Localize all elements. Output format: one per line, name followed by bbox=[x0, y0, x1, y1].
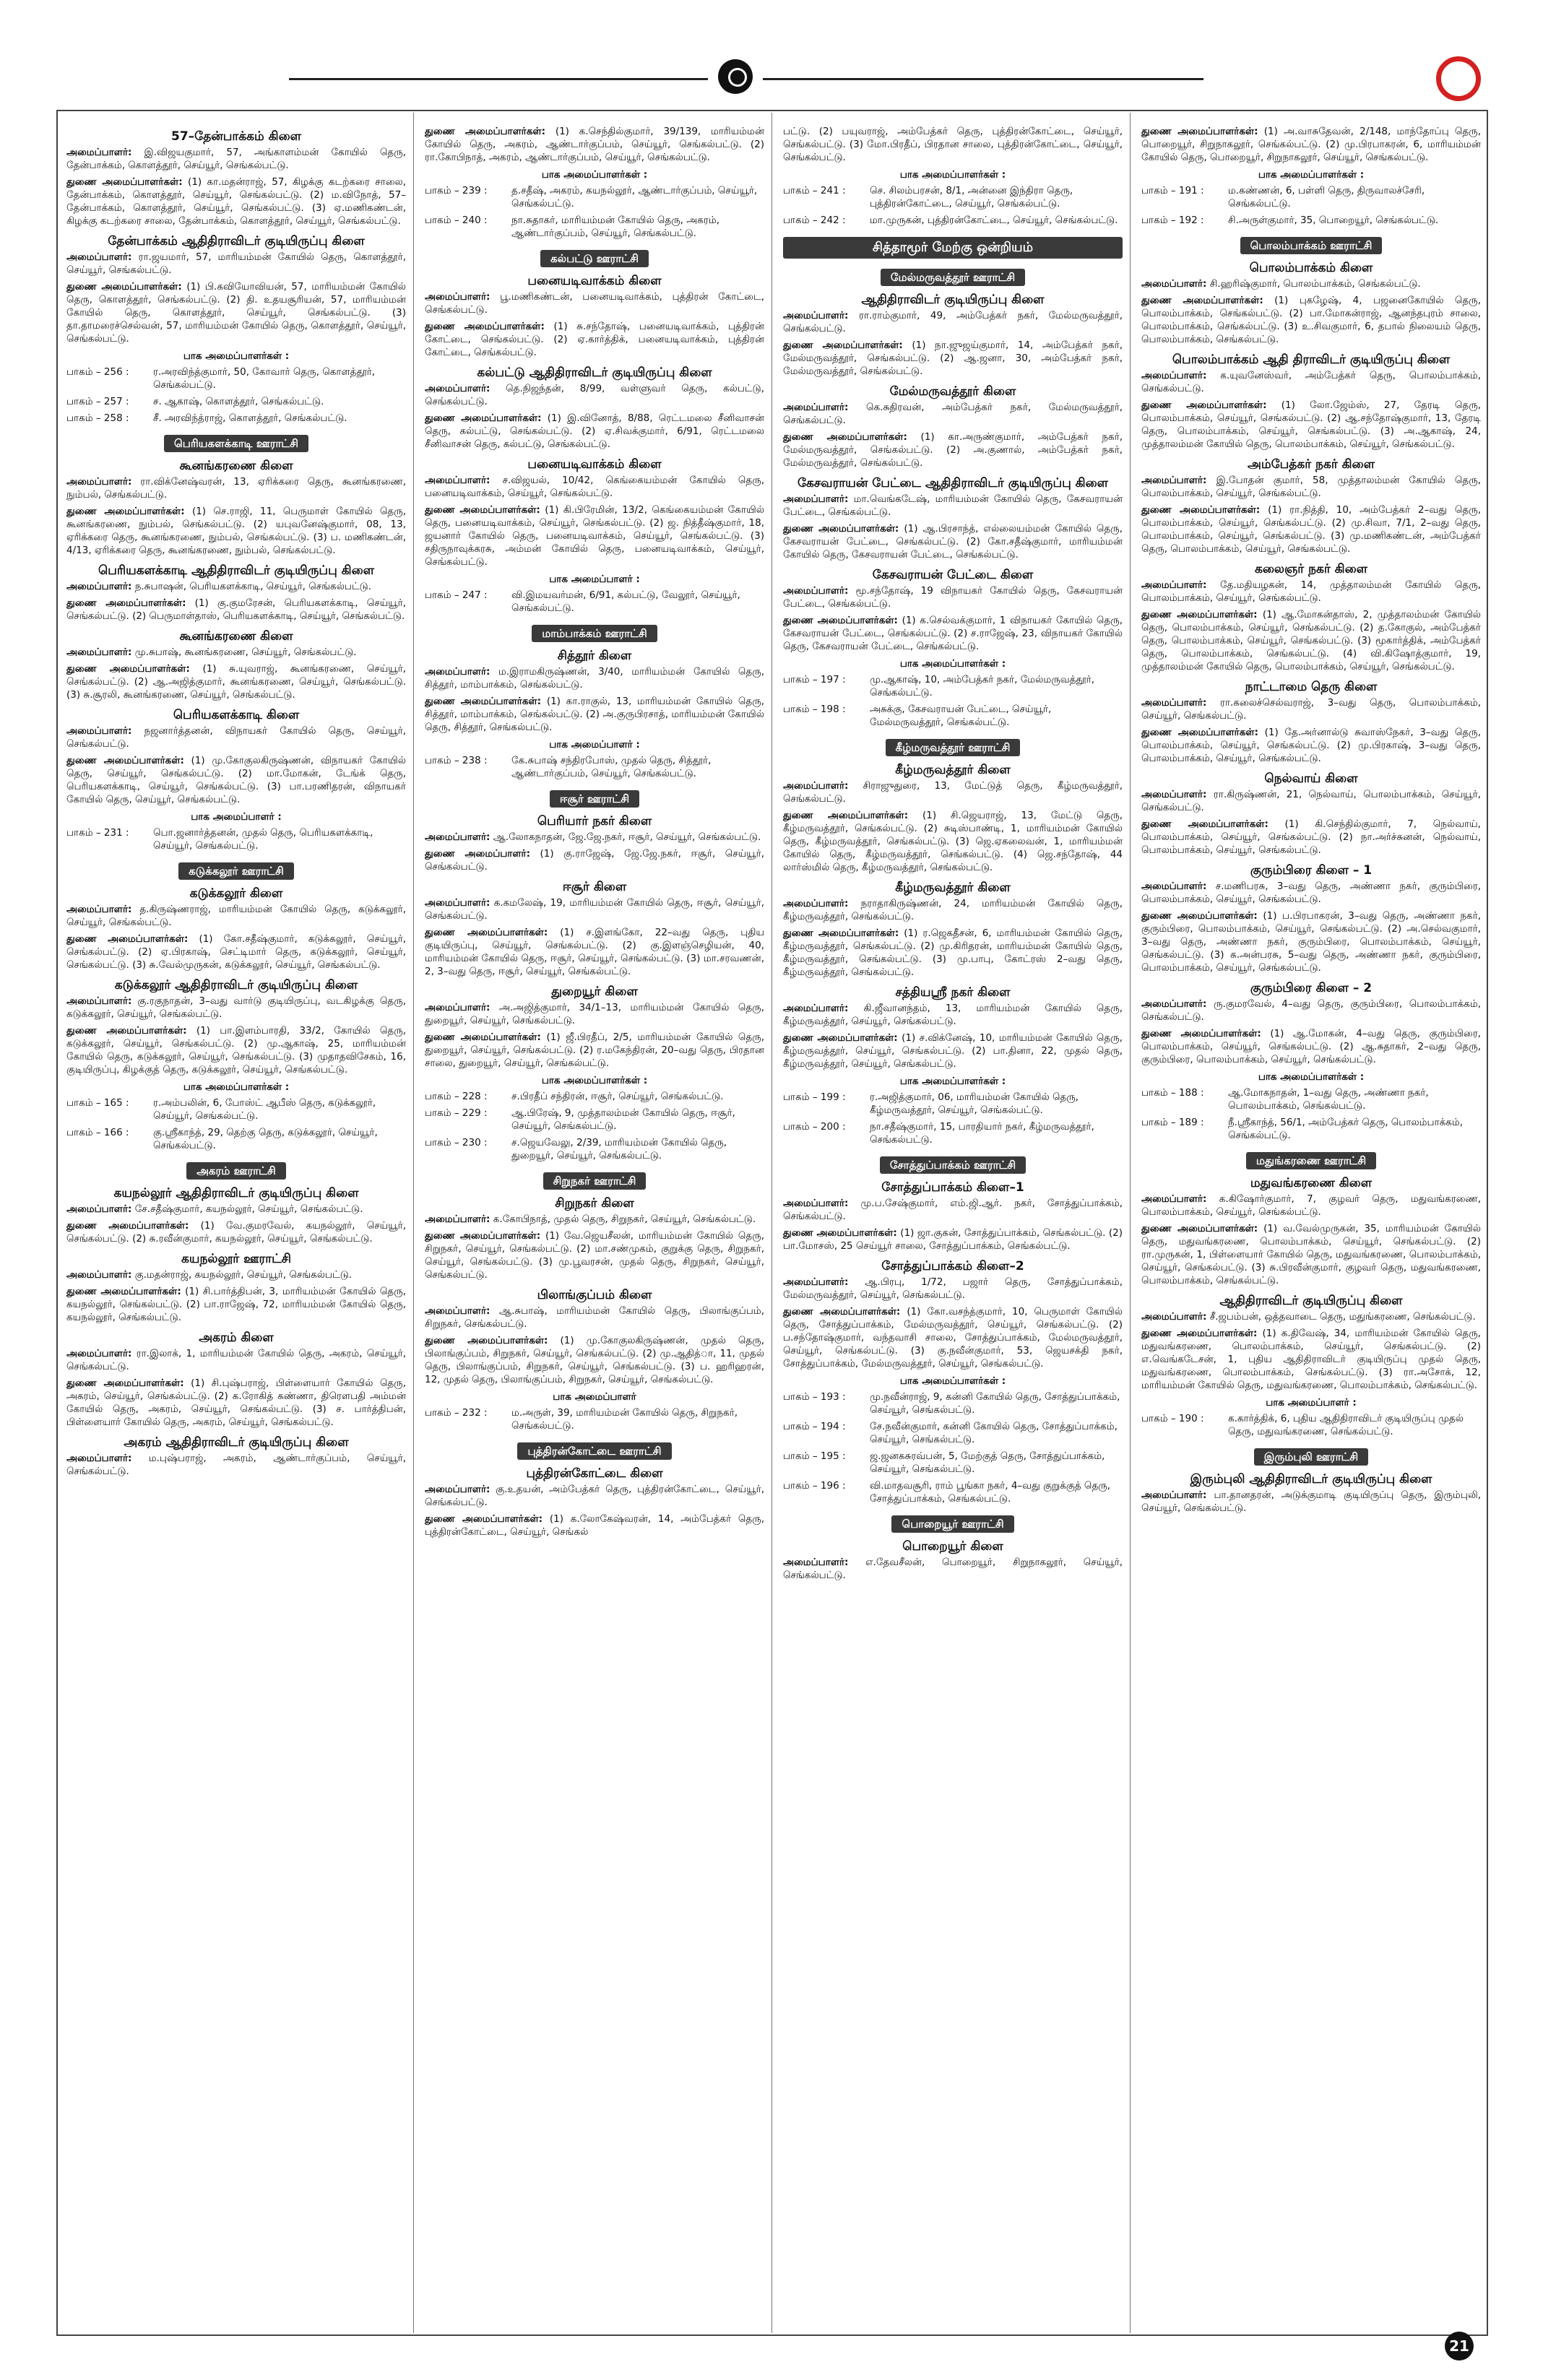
section-title: கேசவராயன் பேட்டை ஆதிதிராவிடர் குடியிருப்பு கிளை bbox=[797, 476, 1109, 490]
booth-row: பாகம் – 240 : நா.சுதாகர், மாரியம்மன் கோயில் தெரு, அகரம், ஆண்டார்குப்பம், செய்யூர், செங்கல்பட்டு. bbox=[425, 215, 720, 239]
section-title: பெரியகளக்காடி ஆதிதிராவிடர் குடியிருப்பு கிளை bbox=[98, 563, 374, 578]
booth-row: பாகம் – 192 : சி.அருள்குமார், 35, பொறையூர், செங்கல்பட்டு. bbox=[1141, 215, 1439, 226]
organizer-entry: அமைப்பாளர்: இ.போதன் குமார், 58, முத்தாலம்மன் கோயில் தெரு, பொலம்பாக்கம், செய்யூர், செங்கல்பட்டு. bbox=[1141, 475, 1481, 499]
organizer-entry: அமைப்பாளர்: க.கமலேஷ், 19, மாரியம்மன் கோயில் தெரு, ஈசூர், செய்யூர், செங்கல்பட்டு. bbox=[425, 897, 764, 922]
organizer-entry: அமைப்பாளர்: சி.ஹரிஷ்குமார், பொலம்பாக்கம், செங்கல்பட்டு. bbox=[1141, 278, 1421, 290]
section-title: அகரம் ஆதிதிராவிடர் குடியிருப்பு கிளை bbox=[124, 1435, 349, 1450]
booth-heading: பாக அமைப்பாளர்கள் : bbox=[541, 169, 648, 181]
organizer-entry: அமைப்பாளர்: ஆ.சுபாஷ், மாரியம்மன் கோயில் தெரு, பிலாங்குப்பம், சிறுநகர், செங்கல்பட்டு. bbox=[425, 1305, 764, 1330]
organizer-entry: அமைப்பாளர்: ந.சுபாஷன், பெரியகளக்காடி, செய்யூர், செங்கல்பட்டு. bbox=[66, 581, 372, 592]
section-title: நாட்டாமை தெரு கிளை bbox=[1245, 680, 1378, 694]
organizer-entry: அமைப்பாளர்: கு.உதயன், அம்பேத்கர் தெரு, புத்திரன்கோட்டை, செய்யூர், செங்கல்பட்டு. bbox=[425, 1484, 764, 1508]
organizer-entry: அமைப்பாளர்: க.யுவனேஸ்வர், அம்பேத்கர் தெரு, பொலம்பாக்கம், செங்கல்பட்டு. bbox=[1141, 370, 1481, 394]
section-title: கல்பட்டு ஆதிதிராவிடர் குடியிருப்பு கிளை bbox=[477, 365, 712, 380]
booth-heading: பாக அமைப்பாளர்கள் : bbox=[183, 350, 290, 362]
panchayat-banner: கீழ்மருவத்தூர் ஊராட்சி bbox=[783, 739, 1123, 756]
organizer-entry: அமைப்பாளர்: மூ.சந்தோஷ், 19 விநாயகர் கோயில் தெரு, கேசவராயன் பேட்டை, செங்கல்பட்டு. bbox=[783, 585, 1123, 610]
organizer-entry: அமைப்பாளர்: ரா.கலைச்செல்வராஜ், 3–வது தெரு, பொலம்பாக்கம், செய்யூர், செங்கல்பட்டு. bbox=[1141, 697, 1481, 722]
continued-entry: பட்டு. (2) பயுவராஜ், அம்பேத்கர் தெரு, புத்திரன்கோட்டை, செய்யூர், செங்கல்பட்டு. (3) மோ.பிரதீப், பிரதான சாலை, புத்திரன்கோட்டை, செய்யூர், செங்கல்பட்டு. bbox=[783, 126, 1123, 163]
deputy-entry: துணை அமைப்பாளர்கள்: (1) க.திவேஷ், 34, மாரியம்மன் கோயில் தெரு, மதுவங்கரணை, பொலம்பாக்கம், செய்யூர், செங்கல்பட்டு. (2) எ.வெங்கடேசன், 1, புதிய ஆதிதிராவிடர் குடியிருப்பு முதல் தெரு, மதுவங்கரணை, பொலம்பாக்கம், செங்கல்பட்டு. (3) ரா.அசோக், 12, மாரியம்மன் கோயில் தெரு, மதுவங்கரணை, பொலம்பாக்கம், செங்கல்பட்டு. bbox=[1141, 1328, 1481, 1391]
booth-row: பாகம் – 228 : ச.பிரதீப் சந்திரன், ஈசூர், செய்யூர், செங்கல்பட்டு. bbox=[425, 1091, 724, 1102]
section-title: பொலம்பாக்கம் ஆதி திராவிடர் குடியிருப்பு கிளை bbox=[1172, 352, 1451, 367]
booth-row: பாகம் – 242 : மா.முருகன், புத்திரன்கோட்டை, செய்யூர், செங்கல்பட்டு. bbox=[783, 215, 1118, 226]
section-title: பொறையூர் கிளை bbox=[902, 1539, 1003, 1554]
section-title: மதுவங்கரணை கிளை bbox=[1250, 1176, 1373, 1190]
header-rule-right bbox=[763, 78, 1203, 80]
section-title: துறையூர் கிளை bbox=[551, 985, 638, 999]
section-title: பெரியகளக்காடி கிளை bbox=[173, 708, 300, 722]
deputy-entry: துணை அமைப்பாளர்கள்: (1) ஆ.பிரசாந்த், எல்லையம்மன் கோயில் தெரு, கேசவராயன் பேட்டை, செங்கல்பட்டு. (2) கோ.சதீஷ்குமார், மாரியம்மன் கோயில் தெரு, கேசவராயன் பேட்டை, செங்கல்பட்டு. bbox=[783, 523, 1123, 561]
booth-heading: பாக அமைப்பாளர்கள் : bbox=[183, 1081, 290, 1093]
organizer-entry: அமைப்பாளர்: ரா.இலாக், 1, மாரியம்மன் கோயில் தெரு, அகரம், செய்யூர், செங்கல்பட்டு. bbox=[66, 1348, 406, 1372]
deputy-entry: துணை அமைப்பாளர்கள்: (1) வே.குமரவேல், கயநல்லூர், செய்யூர், செங்கல்பட்டு. (2) சு.ரவீன்குமார், கயநல்லூர், செய்யூர், செங்கல்பட்டு. bbox=[66, 1220, 406, 1245]
organizer-entry: அமைப்பாளர்: எ.தேவசீலன், பொறையூர், சிறுநாகலூர், செய்யூர், செங்கல்பட்டு. bbox=[783, 1557, 1123, 1581]
booth-heading: பாக அமைப்பாளர்கள் : bbox=[899, 169, 1006, 181]
panchayat-banner: சிறுநகர் ஊராட்சி bbox=[425, 1172, 764, 1190]
booth-heading: பாக அமைப்பாளர்கள் : bbox=[1258, 1071, 1365, 1083]
section-title: ஈசூர் கிளை bbox=[562, 880, 627, 894]
column-2 bbox=[425, 123, 764, 2326]
section-title: மேல்மருவத்தூர் கிளை bbox=[889, 384, 1016, 399]
deputy-entry: துணை அமைப்பாளர்கள்: (1) பா.இளம்பாரதி, 33/2, கோயில் தெரு, கடுக்கலூர், செய்யூர், செங்கல்பட்டு. (2) மு.ஆகாஷ், 25, மாரியம்மன் கோயில் தெரு, கடுக்கலூர், செய்யூர், செங்கல்பட்டு. (3) முதாதவிசேகம், 16, குடியிருப்பு, கிழக்குத் தெரு, கடுக்கலூர், செய்யூர், செங்கல்பட்டு. bbox=[66, 1025, 406, 1076]
page-number: 21 bbox=[1445, 2332, 1474, 2360]
booth-row: பாகம் – 231 : பொ.ஜனார்த்தனன், முதல் தெரு, பெரியகளக்காடி, செய்யூர், செங்கல்பட்டு. bbox=[66, 827, 373, 852]
section-title: கயநல்லூர் ஊராட்சி bbox=[181, 1252, 291, 1266]
union-banner: சித்தாமூர் மேற்கு ஒன்றியம் bbox=[783, 237, 1123, 259]
organizer-entry: அமைப்பாளர்: ம.புஷ்பராஜ், அகரம், ஆண்டார்குப்பம், செய்யூர், செங்கல்பட்டு. bbox=[66, 1453, 406, 1477]
deputy-entry: துணை அமைப்பாளர்கள்: (1) சு.சந்தோஷ், பனையடிவாக்கம், புத்திரன் கோட்டை, செங்கல்பட்டு. (2) ஏ.கார்த்திக், பனையடிவாக்கம், புத்திரன் கோட்டை, செங்கல்பட்டு. bbox=[425, 321, 764, 358]
organizer-entry: அமைப்பாளர்: ம.இராமகிருஷ்ணன், 3/40, மாரியம்மன் கோயில் தெரு, சித்தூர், மாம்பாக்கம், செங்கல்பட்டு. bbox=[425, 666, 764, 691]
section-title: கேசவராயன் பேட்டை கிளை bbox=[872, 568, 1034, 582]
organizer-entry: அமைப்பாளர்: சீ.ஜபம்பன், ஒத்தவாடை தெரு, மதுங்கரணை, செங்கல்பட்டு. bbox=[1141, 1311, 1476, 1323]
section-title: கடுக்கலூர் கிளை bbox=[189, 886, 283, 901]
organizer-entry: அமைப்பாளர்: சே.சதீஷ்குமார், கயநல்லூர், செய்யூர், செங்கல்பட்டு. bbox=[66, 1203, 363, 1215]
booth-row: பாகம் – 241 : செ. சிலம்பரசன், 8/1, அன்னை இந்திரா தெரு, புத்திரன்கோட்டை, செய்யூர், செங்கல்பட்டு. bbox=[783, 185, 1073, 209]
section-title: கீழ்மருவத்தூர் கிளை bbox=[895, 880, 1011, 895]
booth-row: பாகம் – 257 : ச. ஆகாஷ், கொளத்தூர், செங்கல்பட்டு. bbox=[66, 396, 324, 407]
deputy-entry: துணை அமைப்பாளர்கள்: (1) ரா.நித்தி, 10, அம்பேத்கர் 2–வது தெரு, பொலம்பாக்கம், செய்யூர், செங்கல்பட்டு. (2) மு.சிவா, 7/1, 2–வது தெரு, பொலம்பாக்கம், செய்யூர், செங்கல்பட்டு. (3) மு.மணிகண்டன், அம்பேத்கர் தெரு, பொலம்பாக்கம், செய்யூர், செங்கல்பட்டு. bbox=[1141, 504, 1481, 555]
section-title: ஆதிதிராவிடர் குடியிருப்பு கிளை bbox=[1219, 1294, 1403, 1308]
booth-row: பாகம் – 190 : க.கார்த்திக், 6, புதிய ஆதிதிராவிடர் குடியிருப்பு முதல் தெரு, மதுவங்கரணை, செங்கல்பட்டு. bbox=[1141, 1413, 1464, 1437]
panchayat-banner: இரும்புலி ஊராட்சி bbox=[1141, 1448, 1481, 1466]
section-title: பனையடிவாக்கம் கிளை bbox=[527, 457, 662, 472]
section-title: இரும்புலி ஆதிதிராவிடர் குடியிருப்பு கிளை bbox=[1190, 1472, 1432, 1487]
deputy-entry: துணை அமைப்பாளர்கள்: (1) புகழேஷ், 4, பஜனைகோயில் தெரு, பொலம்பாக்கம், செங்கல்பட்டு. (2) பா.மோகன்ராஜ், ஆனந்தபுரம் சாலை, பொலம்பாக்கம், செங்கல்பட்டு. (3) உ.சிவகுமார், 6, தபால் நிலையம் தெரு, பொலம்பாக்கம், செங்கல்பட்டு. bbox=[1141, 295, 1481, 345]
section-title: அகரம் கிளை bbox=[199, 1330, 274, 1345]
section-title: பெரியார் நகர் கிளை bbox=[537, 814, 652, 828]
section-title: சோத்துப்பாக்கம் கிளை–1 bbox=[881, 1180, 1024, 1195]
booth-row: பாகம் – 196 : வி.மாதவசூரி, ராம் பூங்கா நகர், 4–வது குறுக்குத் தெரு, சோத்துப்பாக்கம், செங்கல்பட்டு. bbox=[783, 1480, 1111, 1505]
organizer-entry: அமைப்பாளர்: கு.மதன்ராஜ், கயநல்லூர், செய்யூர், செங்கல்பட்டு. bbox=[66, 1269, 353, 1281]
column-3 bbox=[783, 123, 1123, 2326]
booth-row: பாகம் – 256 : ர.அரவிந்த்குமார், 50, கோவார் தெரு, கொளத்தூர், செங்கல்பட்டு. bbox=[66, 366, 376, 391]
booth-heading: பாக அமைப்பாளர்கள் : bbox=[541, 1075, 648, 1086]
organizer-entry: அமைப்பாளர்: அ.அஜித்குமார், 34/1–13, மாரியம்மன் கோயில் தெரு, துறையூர், செய்யூர், செங்கல்பட்டு. bbox=[425, 1002, 764, 1026]
booth-row: பாகம் – 232 : ம.அருள், 39, மாரியம்மன் கோயில் தெரு, சிறுநகர், செங்கல்பட்டு. bbox=[425, 1407, 738, 1432]
deputy-entry: துணை அமைப்பாளர்கள்: (1) வே.ஜெயசீலன், மாரியம்மன் கோயில் தெரு, சிறுநகர், செய்யூர், செங்கல்பட்டு. (2) மா.சண்முகம், குறுக்கு தெரு, சிறுநகர், செய்யூர், செங்கல்பட்டு. (3) மு.பூவரசன், முதல் தெரு, சிறுநகர், செய்யூர், செங்கல்பட்டு. bbox=[425, 1230, 764, 1281]
organizer-entry: அமைப்பாளர்: நஜனார்த்தனன், விநாயகர் கோயில் தெரு, செய்யூர், செங்கல்பட்டு. bbox=[66, 725, 406, 750]
deputy-entry: துணை அமைப்பாளர்கள்: (1) கோ.வசந்த்குமார், 10, பெருமாள் கோயில் தெரு, சோத்துப்பாக்கம், மேல்மருவத்தூர், செய்யூர், செங்கல்பட்டு. (2) ப.சந்தோஷ்குமார், வந்தவாசி சாலை, சோத்துப்பாக்கம், மேல்மருவத்தூர், செய்யூர், செங்கல்பட்டு. (3) கு.நவீன்குமார், 53, ஜெயசக்தி நகர், சோத்துப்பாக்கம், மேல்மருவத்தூர், செய்யூர், செங்கல்பட்டு. bbox=[783, 1306, 1123, 1369]
section-title: கயநல்லூர் ஆதிதிராவிடர் குடியிருப்பு கிளை bbox=[113, 1186, 359, 1200]
deputy-entry: துணை அமைப்பாளர்கள்: (1) சி.பார்த்திபன், 3, மாரியம்மன் கோயில் தெரு, கயநல்லூர், செங்கல்பட்டு. (2) பா.ராஜேஷ், 72, மாரியம்மன் கோயில் தெரு, கயநல்லூர், செங்கல்பட்டு. bbox=[66, 1286, 406, 1323]
organizer-entry: அமைப்பாளர்: ரு.குமரவேல், 4–வது தெரு, குரும்பிரை, பொலம்பாக்கம், செங்கல்பட்டு. bbox=[1141, 998, 1481, 1023]
panchayat-banner: புத்திரன்கோட்டை ஊராட்சி bbox=[425, 1442, 764, 1460]
panchayat-banner: கல்பட்டு ஊராட்சி bbox=[425, 250, 764, 267]
section-title: பிலாங்குப்பம் கிளை bbox=[537, 1288, 652, 1302]
booth-heading: பாக அமைப்பாளர் : bbox=[549, 574, 640, 585]
deputy-entry: துணை அமைப்பாளர்கள்: (1) லோ.ஜேம்ஸ், 27, தேரடி தெரு, பொலம்பாக்கம், செய்யூர், செங்கல்பட்டு. (2) ஆ.சந்தோஷ்குமார், 13, தேரடி தெரு, பொலம்பாக்கம், செய்யூர், செங்கல்பட்டு. (3) அ.ஆகாஷ், 24, முத்தாலம்மன் கோயில் தெரு, பொலம்பாக்கம், செய்யூர், செங்கல்பட்டு. bbox=[1141, 399, 1481, 450]
organizer-entry: அமைப்பாளர்: கு.ரகுநாதன், 3–வது வார்டு குடியிருப்பு, வடகிழக்கு தெரு, கடுக்கலூர், செய்யூர், செங்கல்பட்டு. bbox=[66, 995, 406, 1020]
deputy-entry: துணை அமைப்பாளர்கள்: (1) ச.இளங்கோ, 22–வது தெரு, புதிய குடியிருப்பு, செய்யூர், செங்கல்பட்டு. (2) கு.இளஞ்செழியன், 40, மாரியம்மன் கோயில் தெரு, ஈசூர், செய்யூர், செங்கல்பட்டு. (3) மா.சரவணன், 2, 3–வது தெரு, ஈசூர், செய்யூர், செங்கல்பட்டு. bbox=[425, 927, 764, 977]
deputy-entry: துணை அமைப்பாளர்கள்: (1) கா.மதன்ராஜ், 57, கிழக்கு கடற்கரை சாலை, தேன்பாக்கம், கொளத்தூர், செய்யூர், செங்கல்பட்டு. (2) ம.விநோத், 57–தேன்பாக்கம், கொளத்தூர், செய்யூர், செங்கல்பட்டு. (3) ஏ.மணிகண்டன், கிழக்கு கடற்கரை சாலை, தேன்பாக்கம், கொளத்தூர், செய்யூர், செங்கல்பட்டு. bbox=[66, 176, 406, 227]
organizer-entry: அமைப்பாளர்: கெ.சுதிரவன், அம்பேத்கர் நகர், மேல்மருவத்தூர், செங்கல்பட்டு. bbox=[783, 402, 1123, 426]
deputy-entry: துணை அமைப்பாளர்கள்: (1) அ.வாசுதேவன், 2/148, மாந்தோப்பு தெரு, பொறையூர், சிறுநாகலூர், செங்கல்பட்டு. (2) மு.பிரபாகரன், 6, மாரியம்மன் கோயில் தெரு, பொறையூர், சிறுநாகலூர், செய்யூர், செங்கல்பட்டு. bbox=[1141, 126, 1481, 163]
organizer-entry: அமைப்பாளர்: பூ.மணிகண்டன், பனையடிவாக்கம், புத்திரன் கோட்டை, செங்கல்பட்டு. bbox=[425, 291, 764, 316]
column-1 bbox=[66, 123, 406, 2326]
organizer-entry: அமைப்பாளர்: தே.மதியழகன், 14, முத்தாலம்மன் கோயில் தெரு, பொலம்பாக்கம், செய்யூர், செங்கல்பட்டு. bbox=[1141, 579, 1481, 604]
booth-row: பாகம் – 239 : த.சதீஷ், அகரம், கயநல்லூர், ஆண்டார்குப்பம், செய்யூர், செங்கல்பட்டு. bbox=[425, 185, 758, 209]
booth-row: பாகம் – 247 : வி.இமயவர்மன், 6/91, கல்பட்டு, வேலூர், செய்யூர், செங்கல்பட்டு. bbox=[425, 589, 740, 614]
header-rule-left bbox=[289, 78, 708, 80]
section-title: கூனங்கரணை கிளை bbox=[179, 629, 293, 644]
booth-heading: பாக அமைப்பாளர்கள் : bbox=[899, 1375, 1006, 1387]
booth-heading: பாக அமைப்பாளர் : bbox=[549, 739, 640, 750]
booth-heading: பாக அமைப்பாளர் bbox=[553, 1391, 636, 1403]
section-title: சோத்துப்பாக்கம் கிளை–2 bbox=[881, 1259, 1024, 1273]
booth-heading: பாக அமைப்பாளர்கள் : bbox=[899, 1076, 1006, 1087]
booth-row: பாகம் – 230 : ச.ஜெயவேலு, 2/39, மாரியம்மன் கோயில் தெரு, துறையூர், செய்யூர், செங்கல்பட்டு. bbox=[425, 1137, 727, 1161]
organizer-entry: அமைப்பாளர்: மா.வெங்கடேஷ், மாரியம்மன் கோயில் தெரு, கேசவராயன் பேட்டை, செங்கல்பட்டு. bbox=[783, 493, 1123, 518]
booth-heading: பாக அமைப்பாளர் : bbox=[191, 811, 282, 823]
deputy-entry: துணை அமைப்பாளர்கள்: (1) க.லோகேஷ்வரன், 14, அம்பேத்கர் தெரு, புத்திரன்கோட்டை, செய்யூர், செங்கல் bbox=[425, 1513, 764, 1538]
deputy-entry: துணை அமைப்பாளர்கள்: (1) ஜா.குகன், சோத்துப்பாக்கம், செங்கல்பட்டு. (2) பா.மோசஸ், 25 செய்யூர் சாலை, சோத்துப்பாக்கம், செங்கல்பட்டு. bbox=[783, 1227, 1123, 1252]
deputy-entry: துணை அமைப்பாளர்கள்: (1) க.செந்தில்குமார், 39/139, மாரியம்மன் கோயில் தெரு, அகரம், ஆண்டார்குப்பம், செய்யூர், செங்கல்பட்டு. (2) ரா.கோபிநாத், அகரம், ஆண்டார்குப்பம், செய்யூர், செங்கல்பட்டு. bbox=[425, 126, 764, 163]
booth-heading: பாக அமைப்பாளர்கள் : bbox=[899, 658, 1006, 670]
deputy-entry: துணை அமைப்பாளர்கள்: (1) கா.ராகுல், 13, மாரியம்மன் கோயில் தெரு, சித்தூர், மாம்பாக்கம், செங்கல்பட்டு. (2) அ.குருபிரசாத், மாரியம்மன் கோயில் தெரு, சித்தூர், செங்கல்பட்டு. bbox=[425, 696, 764, 733]
organizer-entry: அமைப்பாளர்: க.கோபிநாத், முதல் தெரு, சிறுநகர், செய்யூர், செங்கல்பட்டு. bbox=[425, 1213, 756, 1225]
deputy-entry: துணை அமைப்பாளர்கள்: (1) ஆ.மோகன்தாஸ், 2, முத்தாலம்மன் கோயில் தெரு, பொலம்பாக்கம், செய்யூர், செங்கல்பட்டு. (2) த.கோகுல், அம்பேத்கர் தெரு, பொலம்பாக்கம், செய்யூர், செங்கல்பட்டு. (3) மூகார்த்திக், அம்பேத்கர் தெரு, பொலம்பாக்கம், செங்கல்பட்டு. (4) வி.கிஷோத்குமார், 19, முத்தாலம்மன் கோயில் தெரு, பொலம்பாக்கம், செய்யூர், செங்கல்பட்டு. bbox=[1141, 609, 1481, 672]
panchayat-banner: அகரம் ஊராட்சி bbox=[66, 1162, 406, 1180]
booth-row: பாகம் – 165 : ர.அம்பலின், 6, போஸ்ட் ஆபீஸ் தெரு, கடுக்கலூர், செய்யூர், செங்கல்பட்டு. bbox=[66, 1097, 376, 1122]
section-title: ஆதிதிராவிடர் குடியிருப்பு கிளை bbox=[861, 293, 1045, 307]
section-title: புத்திரன்கோட்டை கிளை bbox=[526, 1466, 663, 1481]
booth-row: பாகம் – 188 : ஆ.மோகநாதன், 1–வது தெரு, அண்ணா நகர், பொலம்பாக்கம், செங்கல்பட்டு. bbox=[1141, 1087, 1429, 1112]
booth-row: பாகம் – 195 : ஜ.ஜனகசுரவ்பன், 5, மேற்குத் தெரு, சோத்துப்பாக்கம், செய்யூர், செங்கல்பட்டு. bbox=[783, 1450, 1105, 1475]
section-title: கூனங்கரணை கிளை bbox=[179, 459, 293, 473]
organizer-entry: அமைப்பாளர்: மு.ப.சேஷ்குமார், எம்.ஜி.ஆர். நகர், சோத்துப்பாக்கம், செங்கல்பட்டு. bbox=[783, 1198, 1123, 1222]
booth-row: பாகம் – 191 : ம.கண்ணன், 6, பள்ளி தெரு, திருவாலச்சேரி, செங்கல்பட்டு. bbox=[1141, 185, 1425, 209]
booth-row: பாகம் – 189 : நீ.ஸ்ரீகாந்த், 56/1, அம்பேத்கர் தெரு, பொலம்பாக்கம், செங்கல்பட்டு. bbox=[1141, 1117, 1463, 1141]
organizer-entry: அமைப்பாளர்: தெ.நிஜந்தன், 8/99, வள்ளுவர் தெரு, கல்பட்டு, செங்கல்பட்டு. bbox=[425, 383, 764, 407]
panchayat-banner: ஈசூர் ஊராட்சி bbox=[425, 790, 764, 808]
organizer-entry: அமைப்பாளர்: பா.தானதரன், அடுக்குமாடி குடியிருப்பு தெரு, இரும்புலி, செய்யூர், செங்கல்பட்டு. bbox=[1141, 1489, 1481, 1514]
organizer-entry: அமைப்பாளர்: ஆ.லோகநாதன், ஜே.ஜே.நகர், ஈசூர், செய்யூர், செங்கல்பட்டு. bbox=[425, 831, 761, 843]
deputy-entry: துணை அமைப்பாளர்கள்: (1) தே.அர்னால்டு சுவாஸ்நேகர், 3–வது தெரு, பொலம்பாக்கம், செய்யூர், செங்கல்பட்டு. (2) மு.பிரகாஷ், 3–வது தெரு, பொலம்பாக்கம், செய்யூர், செங்கல்பட்டு. bbox=[1141, 727, 1481, 764]
deputy-entry: துணை அமைப்பாளர்கள்: (1) ர.ஜெகதீசன், 6, மாரியம்மன் கோயில் தெரு, கீழ்மருவத்தூர், செங்கல்பட்டு. (2) மு.கிரிதரன், மாரியம்மன் கோயில் தெரு, கீழ்மருவத்தூர், செங்கல்பட்டு. (3) மு.பாபு, கோட்ரஸ் 2–வது தெரு, கீழ்மருவத்தூர், செங்கல்பட்டு. bbox=[783, 927, 1123, 978]
booth-heading: பாக அமைப்பாளர்கள் : bbox=[1258, 169, 1365, 181]
deputy-entry: துணை அமைப்பாளர்கள்: (1) சி.ஜெயராஜ், 13, மேட்டு தெரு, கீழ்மருவத்தூர், செங்கல்பட்டு. (2) சுடிஸ்பாண்டி, 1, மாரியம்மன் கோயில் தெரு, கீழ்மருவத்தூர், செங்கல்பட்டு. (3) ஜெ.ஏகலைவன், 1, மாரியம்மன் கோயில் தெரு, கீழ்மருவத்தூர், செங்கல்பட்டு. (4) ஜெ.சந்தோஷ், 44 லார்ஸ்மில் தெரு, கீழ்மருவத்தூர், செங்கல்பட்டு. bbox=[783, 810, 1123, 873]
emblem-icon bbox=[718, 59, 753, 94]
deputy-entry: துணை அமைப்பாளர்கள்: (1) மு.கோகுலகிருஷ்ணன், முதல் தெரு, பிலாங்குப்பம், சிறுநகர், செய்யூர், செங்கல்பட்டு. (2) மு.ஆதித்ா, 11, முதல் தெரு, பிலாங்குப்பம், சிறுநகர், செய்யூர், செங்கல்பட்டு. (3) ப. ஹரிஹரன், 12, முதல் தெரு, பிலாங்குப்பம், சிறுநகர், செய்யூர், செங்கல்பட்டு. bbox=[425, 1335, 764, 1385]
section-title: குரும்பிரை கிளை – 1 bbox=[1250, 863, 1373, 878]
deputy-entry: துணை அமைப்பாளர்கள்: (1) மு.கோகுலகிருஷ்ணன், விநாயகர் கோயில் தெரு, செய்யூர், செங்கல்பட்டு. (2) மா.மோகன், டேங்க் தெரு, பெரியகளக்காடி, செய்யூர், செங்கல்பட்டு. (3) பா.பரணிதரன், விநாயகர் கோயில் தெரு, செய்யூர், செங்கல்பட்டு. bbox=[66, 755, 406, 805]
section-title: சிறுநகர் கிளை bbox=[555, 1196, 634, 1211]
booth-row: பாகம் – 194 : சே.நவீன்குமார், கன்னி கோயில் தெரு, சோத்துப்பாக்கம், செய்யூர், செங்கல்பட்டு. bbox=[783, 1421, 1118, 1445]
organizer-entry: அமைப்பாளர்: க.கிஷோர்குமார், 7, குழவர் தெரு, மதுவங்கரணை, பொலம்பாக்கம், செய்யூர், செங்கல்பட்டு. bbox=[1141, 1193, 1481, 1218]
deputy-entry: துணை அமைப்பாளர்கள்: (1) கு.குமரேசன், பெரியகளக்காடி, செய்யூர், செங்கல்பட்டு. (2) பெருமாள்தாஸ், பெரியகளக்காடி, செய்யூர், செங்கல்பட்டு. bbox=[66, 597, 406, 622]
deputy-entry: துணை அமைப்பாளர்கள்: (1) ஆ.மோகன், 4–வது தெரு, குரும்பிரை, பொலம்பாக்கம், செய்யூர், செங்கல்பட்டு. (2) ஆ.சுதாகர், 2–வது தெரு, குரும்பிரை, பொலம்பாக்கம், செய்யூர், செங்கல்பட்டு. bbox=[1141, 1028, 1481, 1065]
organizer-entry: அமைப்பாளர்: ரா.ராம்குமார், 49, அம்பேத்கர் நகர், மேல்மருவத்தூர், செங்கல்பட்டு. bbox=[783, 310, 1123, 334]
panchayat-banner: பெரியகளக்காடி ஊராட்சி bbox=[66, 435, 406, 452]
booth-heading: பாக அமைப்பாளர் : bbox=[1266, 1397, 1357, 1408]
booth-row: பாகம் – 197 : மு.ஆகாஷ், 10, அம்பேத்கர் நகர், மேல்மருவத்தூர், செங்கல்பட்டு. bbox=[783, 674, 1095, 698]
panchayat-banner: மதுங்கரணை ஊராட்சி bbox=[1141, 1152, 1481, 1169]
deputy-entry: துணை அமைப்பாளர்கள்: (1) கி.பிரேமின், 13/2, கெங்கையம்மன் கோயில் தெரு, பனையடிவாக்கம், செய்யூர், செங்கல்பட்டு. (2) ஜ. நித்தீஷ்குமார், 18, ஜயனார் கோயில் தெரு, பனையடிவாக்கம், செய்யூர், செங்கல்பட்டு. (3) சதிருநாவுக்கரசு, அம்மன் கோயில் தெரு, பனையடிவாக்கம், செய்யூர், செங்கல்பட்டு. bbox=[425, 504, 764, 568]
deputy-entry: துணை அமைப்பாளர்கள்: (1) வ.வேல்முருகன், 35, மாரியம்மன் கோயில் தெரு, மதுவங்கரணை, பொலம்பாக்கம், செய்யூர், செங்கல்பட்டு. (2) ரா.முருகன், 1, பிள்ளையார் கோயில் தெரு, மதுவங்கரணை, பொலம்பாக்கம், செய்யூர், செங்கல்பட்டு. (3) சு.பிரவீன்குமார், குழவர் தெரு, மதுவங்கரணை, பொலம்பாக்கம், செங்கல்பட்டு. bbox=[1141, 1223, 1481, 1286]
deputy-entry: துணை அமைப்பாளர்கள்: (1) செ.ராஜி, 11, பெருமாள் கோயில் தெரு, கூனங்கரணை, நும்பல், செங்கல்பட்டு. (2) யபுவனேஷ்குமார், 08, 13, ஏரிக்கரை தெரு, கூனங்கரணை, நும்பல், செங்கல்பட்டு. (3) ப. மணிகண்டன், 4/13, ஏரிக்கரை தெரு, கூனங்கரணை, நும்பல், செங்கல்பட்டு. bbox=[66, 506, 406, 556]
organizer-entry: அமைப்பாளர்: இ.விஜயகுமார், 57, அங்காளம்மன் கோயில் தெரு, தேன்பாக்கம், கொளத்தூர், செய்யூர், செங்கல்பட்டு. bbox=[66, 147, 406, 171]
deputy-entry: துணை அமைப்பாளர்கள்: (1) ப.பிரபாகரன், 3–வது தெரு, அண்ணா நகர், குரும்பிரை, பொலம்பாக்கம், செய்யூர், செங்கல்பட்டு. (2) அ.செல்வகுமார், 3–வது தெரு, அண்ணா நகர், குரும்பிரை, பொலம்பாக்கம், செய்யூர், செங்கல்பட்டு. (3) க.அன்பரசு, 5–வது தெரு, அண்ணா நகர், குரும்பிரை, பொலம்பாக்கம், செய்யூர், செங்கல்பட்டு. bbox=[1141, 910, 1481, 974]
section-title: கீழ்மருவத்தூர் கிளை bbox=[895, 763, 1011, 777]
deputy-entry: துணை அமைப்பாளர்கள்: (1) ச.விக்னேஷ், 10, மாரியம்மன் கோயில் தெரு, கீழ்மருவத்தூர், செய்யூர், செங்கல்பட்டு. (2) பா.தினா, 22, முதல் தெரு, கீழ்மருவத்தூர், செய்யூர், செங்கல்பட்டு. bbox=[783, 1032, 1123, 1070]
deputy-entry: துணை அமைப்பாளர்கள்: (1) நா.ஜுஜய்குமார், 14, அம்பேத்கர் நகர், மேல்மருவத்தூர், செங்கல்பட்டு. (2) ஆ.ஜனா, 30, அம்பேத்கர் நகர், மேல்மருவத்தூர், செங்கல்பட்டு. bbox=[783, 339, 1123, 377]
column-separator bbox=[1130, 113, 1131, 2333]
red-circle-icon bbox=[1436, 56, 1481, 101]
section-title: நெல்வாய் கிளை bbox=[1264, 771, 1358, 786]
section-title: தேன்பாக்கம் ஆதிதிராவிடர் குடியிருப்பு கிளை bbox=[108, 234, 365, 248]
section-title: அம்பேத்கர் நகர் கிளை bbox=[1248, 457, 1375, 472]
organizer-entry: அமைப்பாளர்: ரா.கிருஷ்ணன், 21, நெல்வாய், பொலம்பாக்கம், செய்யூர், செங்கல்பட்டு. bbox=[1141, 789, 1481, 813]
booth-row: பாகம் – 258 : சீ. அரவிந்த்ராஜ், கொளத்தூர், செங்கல்பட்டு. bbox=[66, 412, 347, 424]
panchayat-banner: கடுக்கலூர் ஊராட்சி bbox=[66, 862, 406, 880]
deputy-entry: துணை அமைப்பாளர்கள்: (1) சி.புஷ்பராஜ், பிள்ளையார் கோயில் தெரு, அகரம், செய்யூர், செங்கல்பட்டு. (2) க.ரோகித் கண்ணா, திரௌபதி அம்மன் கோயில் தெரு, அகரம், செய்யூர், செங்கல்பட்டு. (3) ச. பார்த்திபன், பிள்ளையார் கோயில் தெரு, அகரம், செய்யூர், செங்கல்பட்டு. bbox=[66, 1377, 406, 1428]
deputy-entry: துணை அமைப்பாளர்கள்: (1) இ.வினோத், 8/88, ரெட்டமலை சீனிவாசன் தெரு, கல்பட்டு, செங்கல்பட்டு. (2) ஏ.சிவக்குமார், 6/91, ரெட்டமலை சீனிவாசன் தெரு, கல்பட்டு, செங்கல்பட்டு. bbox=[425, 412, 764, 450]
booth-row: பாகம் – 198 : அசுக்கு, கேசவராயன் பேட்டை, செய்யூர், மேல்மருவத்தூர், செங்கல்பட்டு. bbox=[783, 704, 1052, 728]
panchayat-banner: பொலம்பாக்கம் ஊராட்சி bbox=[1141, 237, 1481, 254]
booth-row: பாகம் – 166 : கு.ஸ்ரீகாந்த், 29, தெற்கு தெரு, கடுக்கலூர், செய்யூர், செங்கல்பட்டு. bbox=[66, 1127, 378, 1151]
deputy-entry: துணை அமைப்பாளர்கள்: (1) சு.யுவராஜ், கூனங்கரணை, செய்யூர், செங்கல்பட்டு. (2) ஆ.அஜித்குமார், கூனங்கரணை, செய்யூர், செங்கல்பட்டு. (3) சு.சூரலி, கூனங்கரணை, செய்யூர், செங்கல்பட்டு. bbox=[66, 663, 406, 701]
organizer-entry: அமைப்பாளர்: ரா.விக்னேஷ்வரன், 13, ஏரிக்கரை தெரு, கூனங்கரணை, நும்பல், செங்கல்பட்டு. bbox=[66, 476, 406, 501]
panchayat-banner: பொறையூர் ஊராட்சி bbox=[783, 1515, 1123, 1533]
section-title: கலைஞர் நகர் கிளை bbox=[1254, 562, 1368, 576]
deputy-entry: துணை அமைப்பாளர்கள்: (1) பி.கவியோவியன், 57, மாரியம்மன் கோயில் தெரு, கொளத்தூர், செங்கல்பட்டு. (2) தி. உதயசூரியன், 57, மாரியம்மன் கோயில் தெரு, கொளத்தூர், செய்யூர், செங்கல்பட்டு. (3) தா.தாமரைச்செல்வன், 57, மாரியம்மன் கோயில் தெரு, கொளத்தூர், செய்யூர், செங்கல்பட்டு. bbox=[66, 281, 406, 345]
organizer-entry: அமைப்பாளர்: ச.விஜயல், 10/42, கெங்கையம்மன் கோயில் தெரு, பனையடிவாக்கம், செய்யூர், செங்கல்பட்டு. bbox=[425, 475, 764, 499]
booth-row: பாகம் – 193 : மு.நவீன்ராஜ், 9, கன்னி கோயில் தெரு, சோத்துப்பாக்கம், செய்யூர், செங்கல்பட்டு. bbox=[783, 1391, 1120, 1416]
organizer-entry: அமைப்பாளர்: ரா.ஜயமார், 57, மாரியம்மன் கோயில் தெரு, கொளத்தூர், செய்யூர், செங்கல்பட்டு. bbox=[66, 251, 406, 276]
organizer-entry: அமைப்பாளர்: நராதாகிருஷ்ணன், 24, மாரியம்மன் கோயில் தெரு, கீழ்மருவத்தூர், செங்கல்பட்டு. bbox=[783, 898, 1123, 922]
deputy-entry: துணை அமைப்பாளர்: (1) கு.ராஜேஷ், ஜே.ஜே.நகர், ஈசூர், செய்யூர், செங்கல்பட்டு. bbox=[425, 848, 764, 873]
panchayat-banner: மாம்பாக்கம் ஊராட்சி bbox=[425, 625, 764, 642]
booth-row: பாகம் – 238 : கே.சுபாஷ் சந்திரபோஸ், முதல் தெரு, சித்தூர், ஆண்டார்குப்பம், செய்யூர், செங்கல்பட்டு. bbox=[425, 755, 712, 779]
column-4 bbox=[1141, 123, 1481, 2326]
panchayat-banner: மேல்மருவத்தூர் ஊராட்சி bbox=[783, 269, 1123, 286]
deputy-entry: துணை அமைப்பாளர்கள்: (1) ஜீ.பிரதீப், 2/5, மாரியம்மன் கோயில் தெரு, துறையூர், செய்யூர், செங்கல்பட்டு. (2) ர.மகேந்திரன், 20–வது தெரு, பிரதான சாலை, துறையூர், செய்யூர், செங்கல்பட்டு. bbox=[425, 1031, 764, 1069]
deputy-entry: துணை அமைப்பாளர்கள்: (1) கி.செந்தில்குமார், 7, நெல்வாய், பொலம்பாக்கம், செய்யூர், செங்கல்பட்டு. (2) நா.அர்ச்சுனன், நெல்வாய், பொலம்பாக்கம், செய்யூர், செங்கல்பட்டு. bbox=[1141, 818, 1481, 856]
section-title: கடுக்கலூர் ஆதிதிராவிடர் குடியிருப்பு கிளை bbox=[114, 978, 358, 992]
section-title: சத்தியஸ்ரீ நகர் கிளை bbox=[895, 985, 1011, 1000]
booth-row: பாகம் – 229 : ஆ.பிரேஷ், 9, முத்தாலம்மன் கோயில் தெரு, ஈசூர், செய்யூர், செங்கல்பட்டு. bbox=[425, 1107, 735, 1132]
organizer-entry: அமைப்பாளர்: த.கிருஷ்ணராஜ், மாரியம்மன் கோயில் தெரு, கடுக்கலூர், செய்யூர், செங்கல்பட்டு. bbox=[66, 904, 406, 928]
section-title: பொலம்பாக்கம் கிளை bbox=[1249, 261, 1373, 275]
organizer-entry: அமைப்பாளர்: சிராஜுதுரை, 13, மேட்டுத் தெரு, கீழ்மருவத்தூர், செங்கல்பட்டு. bbox=[783, 780, 1123, 805]
deputy-entry: துணை அமைப்பாளர்கள்: (1) கோ.சதீஷ்குமார், கடுக்கலூர், செய்யூர், செங்கல்பட்டு. (2) ஏ.பிரகாஷ், செட்டிமார் தெரு, கடுக்கலூர், செய்யூர், செங்கல்பட்டு. (3) சு.வேல்முருகன், கடுக்கலூர், செய்யூர், செங்கல்பட்டு. bbox=[66, 933, 406, 971]
section-title: பனையடிவாக்கம் கிளை bbox=[527, 274, 662, 288]
organizer-entry: அமைப்பாளர்: மு.சுபாஷ், கூனங்கரணை, செய்யூர், செங்கல்பட்டு. bbox=[66, 646, 357, 658]
panchayat-banner: சோத்துப்பாக்கம் ஊராட்சி bbox=[783, 1156, 1123, 1174]
section-title: சித்தூர் கிளை bbox=[557, 649, 632, 663]
deputy-entry: துணை அமைப்பாளர்கள்: (1) கா.அருண்குமார், அம்பேத்கர் நகர், மேல்மருவத்தூர், செங்கல்பட்டு. (2) அ.குணால், அம்பேத்கர் நகர், மேல்மருவத்தூர், செங்கல்பட்டு. bbox=[783, 431, 1123, 469]
booth-row: பாகம் – 200 : நா.சதீஷ்குமார், 15, பாரதியார் நகர், கீழ்மருவத்தூர், செங்கல்பட்டு. bbox=[783, 1121, 1094, 1146]
section-title: 57–தேன்பாக்கம் கிளை bbox=[170, 129, 302, 144]
organizer-entry: அமைப்பாளர்: ச.மணிபரசு, 3–வது தெரு, அண்ணா நகர், குரும்பிரை, பொலம்பாக்கம், செய்யூர், செங்கல்பட்டு. bbox=[1141, 880, 1481, 905]
organizer-entry: அமைப்பாளர்: கி.ஜீவானந்தம், 13, மாரியம்மன் கோயில் தெரு, கீழ்மருவத்தூர், செய்யூர், செங்கல்பட்டு. bbox=[783, 1003, 1123, 1027]
section-title: குரும்பிரை கிளை – 2 bbox=[1250, 981, 1373, 995]
booth-row: பாகம் – 199 : ர.அஜித்குமார், 06, மாரியம்மன் கோயில் தெரு, கீழ்மருவத்தூர், செய்யூர், செங்கல்பட்டு. bbox=[783, 1091, 1079, 1116]
column-separator bbox=[413, 113, 414, 2333]
organizer-entry: அமைப்பாளர்: ஆ.பிரபு, 1/72, பஜார் தெரு, சோத்துப்பாக்கம், மேல்மருவத்தூர், செய்யூர், செங்கல்பட்டு. bbox=[783, 1276, 1123, 1301]
deputy-entry: துணை அமைப்பாளர்கள்: (1) க.செல்வக்குமார், 1 விநாயகர் கோயில் தெரு, கேசவராயன் பேட்டை, செங்கல்பட்டு. (2) ச.ராஜேஷ், 23, விநாயகர் கோயில் தெரு, கேசவராயன் பேட்டை, செங்கல்பட்டு. bbox=[783, 615, 1123, 652]
